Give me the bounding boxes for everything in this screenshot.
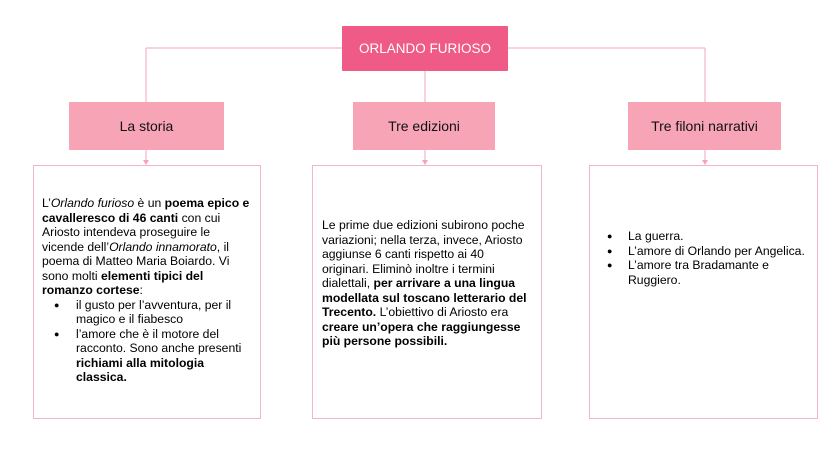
content-box-tre-edizioni (312, 165, 542, 419)
text-run: L’amore di Orlando per Angelica. (628, 243, 805, 258)
bullet-list (602, 229, 807, 287)
text-run: Le prime due edizioni subirono poche variazioni; nella terza, invece, Ariosto aggiunse 6 canti rispetto ai 40 originari. Eliminò inoltre i termini dialettali, (322, 218, 525, 290)
branch-header-tre-filoni-narrativi (628, 102, 781, 150)
bullet-item (602, 229, 807, 244)
branch-header-label: Tre filoni narrativi (651, 118, 758, 134)
text-run: L’ (42, 196, 51, 210)
text-run: l’amore che è il motore del racconto. Sono anche presenti (76, 326, 242, 355)
bullet-item (42, 327, 252, 385)
text-run: il gusto per l’avventura, per il magico e il fiabesco (76, 297, 232, 326)
text-run: L’obiettivo di Ariosto era (376, 305, 509, 319)
branch-header-la-storia (69, 102, 224, 150)
bold-text: per arrivare a una lingua modellata sul toscano letterario del Trecento. (322, 276, 527, 319)
bold-text: richiami alla mitologia classica. (76, 355, 205, 384)
italic-text: Orlando innamorato (109, 239, 217, 254)
box-paragraph (42, 196, 252, 298)
branch-header-tre-edizioni (353, 102, 495, 150)
text-run: è un (134, 196, 165, 210)
text-run: La guerra. (628, 229, 684, 243)
root-node-orlando-furioso (342, 26, 508, 71)
text-run: L’amore tra Bradamante e Ruggiero. (628, 258, 769, 287)
root-node-label: ORLANDO FURIOSO (358, 41, 491, 56)
text-run: : (139, 283, 143, 297)
bold-text: creare un’opera che raggiungesse più persone possibili. (322, 319, 521, 348)
bullet-item (602, 258, 807, 287)
text-run: con cui Ariosto intendeva proseguire le vicende dell’ (42, 210, 221, 254)
content-box-tre-filoni-narrativi (589, 165, 818, 419)
box-paragraph (322, 218, 532, 349)
italic-text: Orlando furioso (50, 196, 135, 210)
bullet-item (42, 298, 252, 327)
bullet-item (602, 244, 807, 259)
content-box-la-storia (33, 165, 261, 419)
branch-header-label: La storia (119, 118, 174, 134)
text-run: , il poema di Matteo Maria Boiardo. Vi sono molti (42, 239, 230, 283)
branch-header-label: Tre edizioni (388, 118, 460, 134)
bold-text: poema epico e cavalleresco di 46 canti (42, 196, 250, 225)
bold-text: elementi tipici del romanzo cortese (42, 268, 204, 297)
bullet-list (42, 298, 252, 385)
